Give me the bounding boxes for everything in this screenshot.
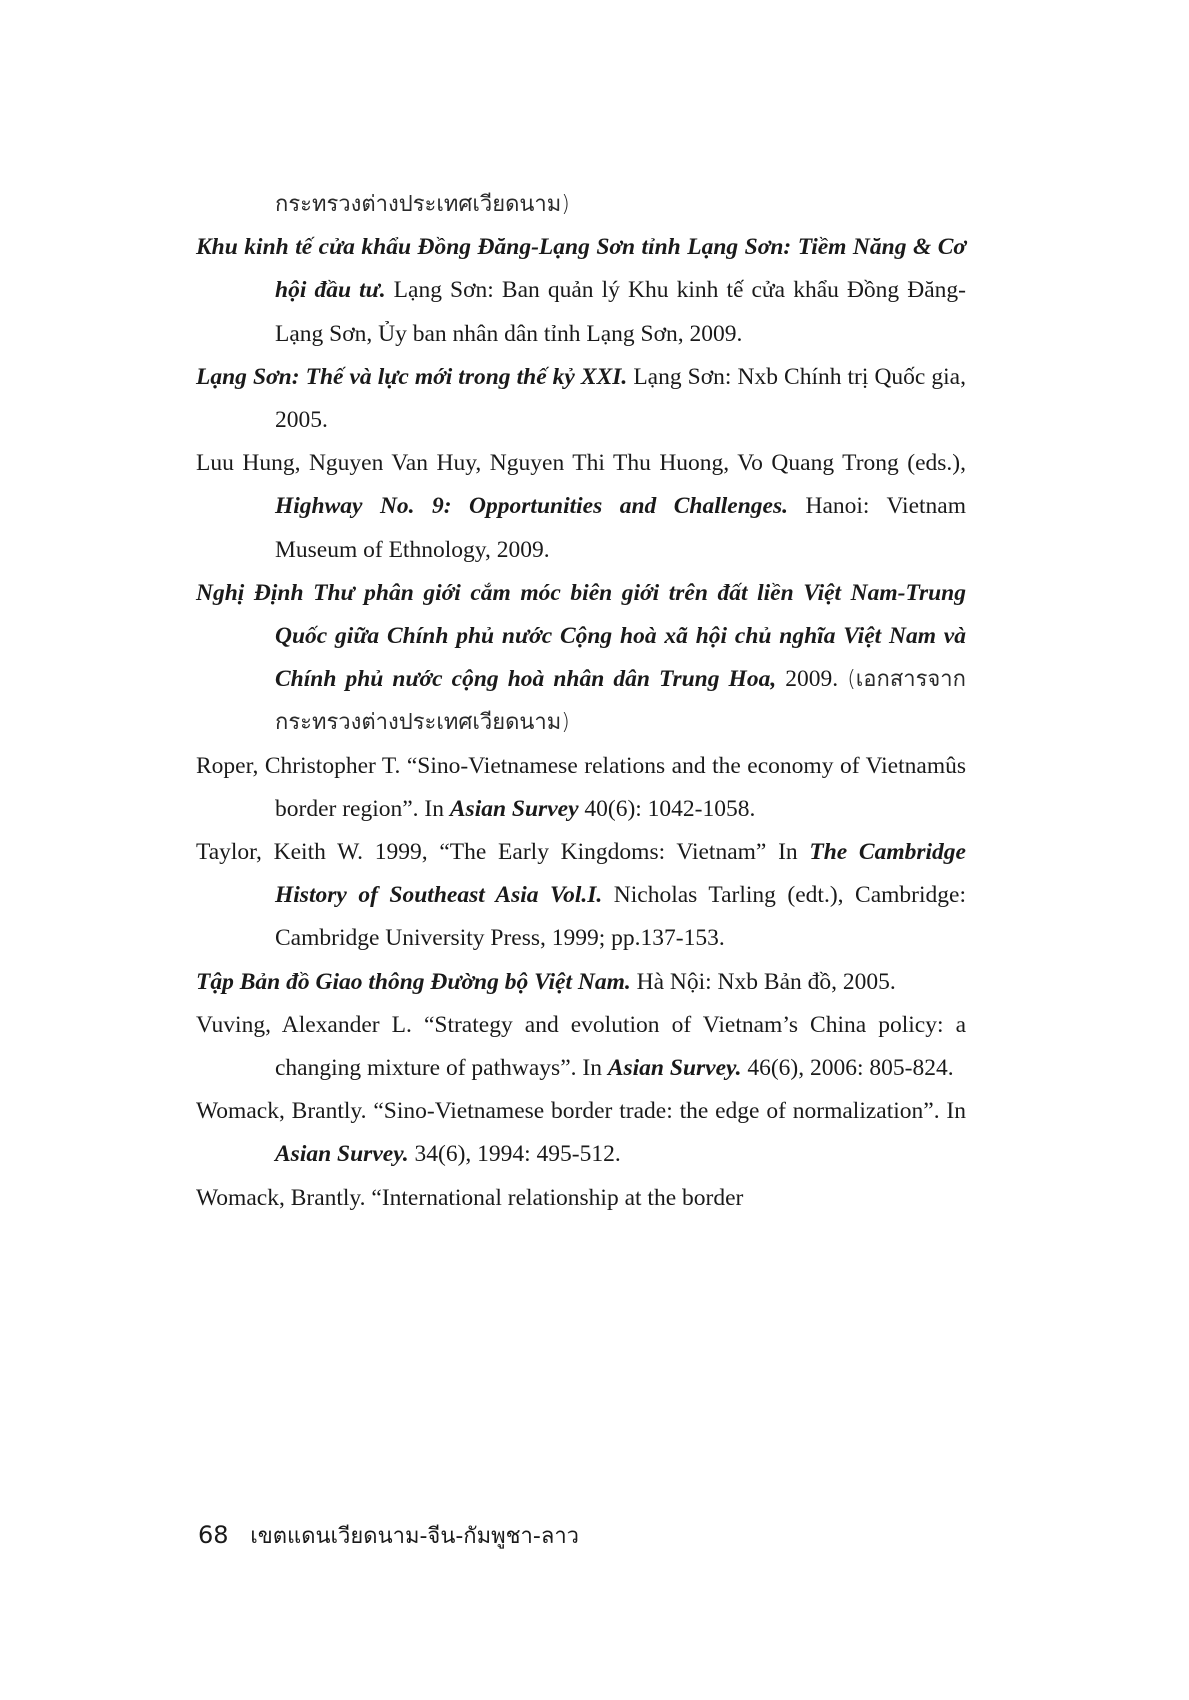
bibliography-entry — [196, 745, 966, 831]
running-title: เขตแดนเวียดนาม-จีน-กัมพูชา-ลาว — [250, 1524, 580, 1549]
entry-text: Womack, Brantly. “Sino-Vietnamese border trade: the edge of normalization”. In — [196, 1098, 966, 1125]
entry-text: Lạng Sơn: Ban quản lý Khu kinh tế cửa khẩu Đồng Đăng-Lạng Sơn, Ủy ban nhân dân tỉnh Lạng Sơn, 2009. — [275, 277, 967, 347]
page-number: 68 — [198, 1521, 229, 1549]
bibliography-entry — [196, 1090, 966, 1176]
entry-text: Lạng Sơn: Nxb Chính trị Quốc gia, 2005. — [275, 363, 966, 434]
bibliography-list — [196, 183, 966, 1220]
entry-text: Luu Hung, Nguyen Van Huy, Nguyen Thi Thu Huong, Vo Quang Trong (eds.), — [196, 450, 966, 477]
entry-title: Asian Survey. — [275, 1141, 409, 1168]
bibliography-entry — [196, 1177, 966, 1220]
bibliography-entry — [196, 226, 966, 356]
bibliography-entry — [196, 442, 966, 572]
entry-text: 40(6): 1042-1058. — [578, 795, 756, 822]
entry-title: Asian Survey. — [607, 1055, 742, 1082]
bibliography-entry — [196, 831, 966, 961]
entry-title: Tập Bản đồ Giao thông Đường bộ Việt Nam. — [196, 968, 631, 995]
entry-title: The Cambridge History of Southeast Asia Vol.I. — [275, 839, 966, 909]
entry-title: Lạng Sơn: Thế và lực mới trong thế kỷ XXI. — [196, 363, 628, 390]
entry-text: 2009. — [776, 666, 848, 693]
bibliography-entry-continuation — [196, 183, 966, 226]
entry-text: Nicholas Tarling (edt.), Cambridge: Cambridge University Press, 1999; pp.137-153. — [275, 882, 966, 952]
entry-title: Highway No. 9: Opportunities and Challenges. — [275, 493, 789, 520]
entry-text: 34(6), 1994: 495-512. — [408, 1141, 621, 1168]
entry-title: Asian Survey — [449, 795, 579, 822]
entry-text: Vuving, Alexander L. “Strategy and evolution of Vietnam’s China policy: a changing mixture of pathways”. In — [196, 1011, 966, 1082]
entry-note: (เอกสารจากกระทรวงต่างประเทศเวียดนาม) — [275, 667, 966, 736]
bibliography-entry — [196, 1004, 966, 1090]
entry-text: Womack, Brantly. “International relationship at the border — [196, 1184, 744, 1211]
entry-text: Hà Nội: Nxb Bản đồ, 2005. — [630, 968, 896, 995]
bibliography-entry — [196, 572, 966, 745]
entry-text: Taylor, Keith W. 1999, “The Early Kingdoms: Vietnam” In — [196, 839, 810, 866]
bibliography-entry — [196, 356, 966, 442]
entry-title: Nghị Định Thư phân giới cắm móc biên giới trên đất liền Việt Nam-Trung Quốc giữa Chính phủ nước Cộng hoà xã hội chủ nghĩa Việt Nam và Chính phủ nước cộng hoà nhân dân Trung Hoa, — [196, 579, 966, 693]
page-footer — [198, 1518, 579, 1553]
entry-text: Hanoi: Vietnam Museum of Ethnology, 2009. — [275, 493, 966, 563]
entry-text: 46(6), 2006: 805-824. — [741, 1055, 954, 1082]
bibliography-entry — [196, 961, 966, 1004]
entry-title: Khu kinh tế cửa khẩu Đồng Đăng-Lạng Sơn tỉnh Lạng Sơn: Tiềm Năng & Cơ hội đầu tư. — [196, 234, 966, 304]
entry-text: Roper, Christopher T. “Sino-Vietnamese relations and the economy of Vietnamûs border region”. In — [196, 752, 966, 822]
entry-note: กระทรวงต่างประเทศเวียดนาม) — [275, 192, 570, 217]
